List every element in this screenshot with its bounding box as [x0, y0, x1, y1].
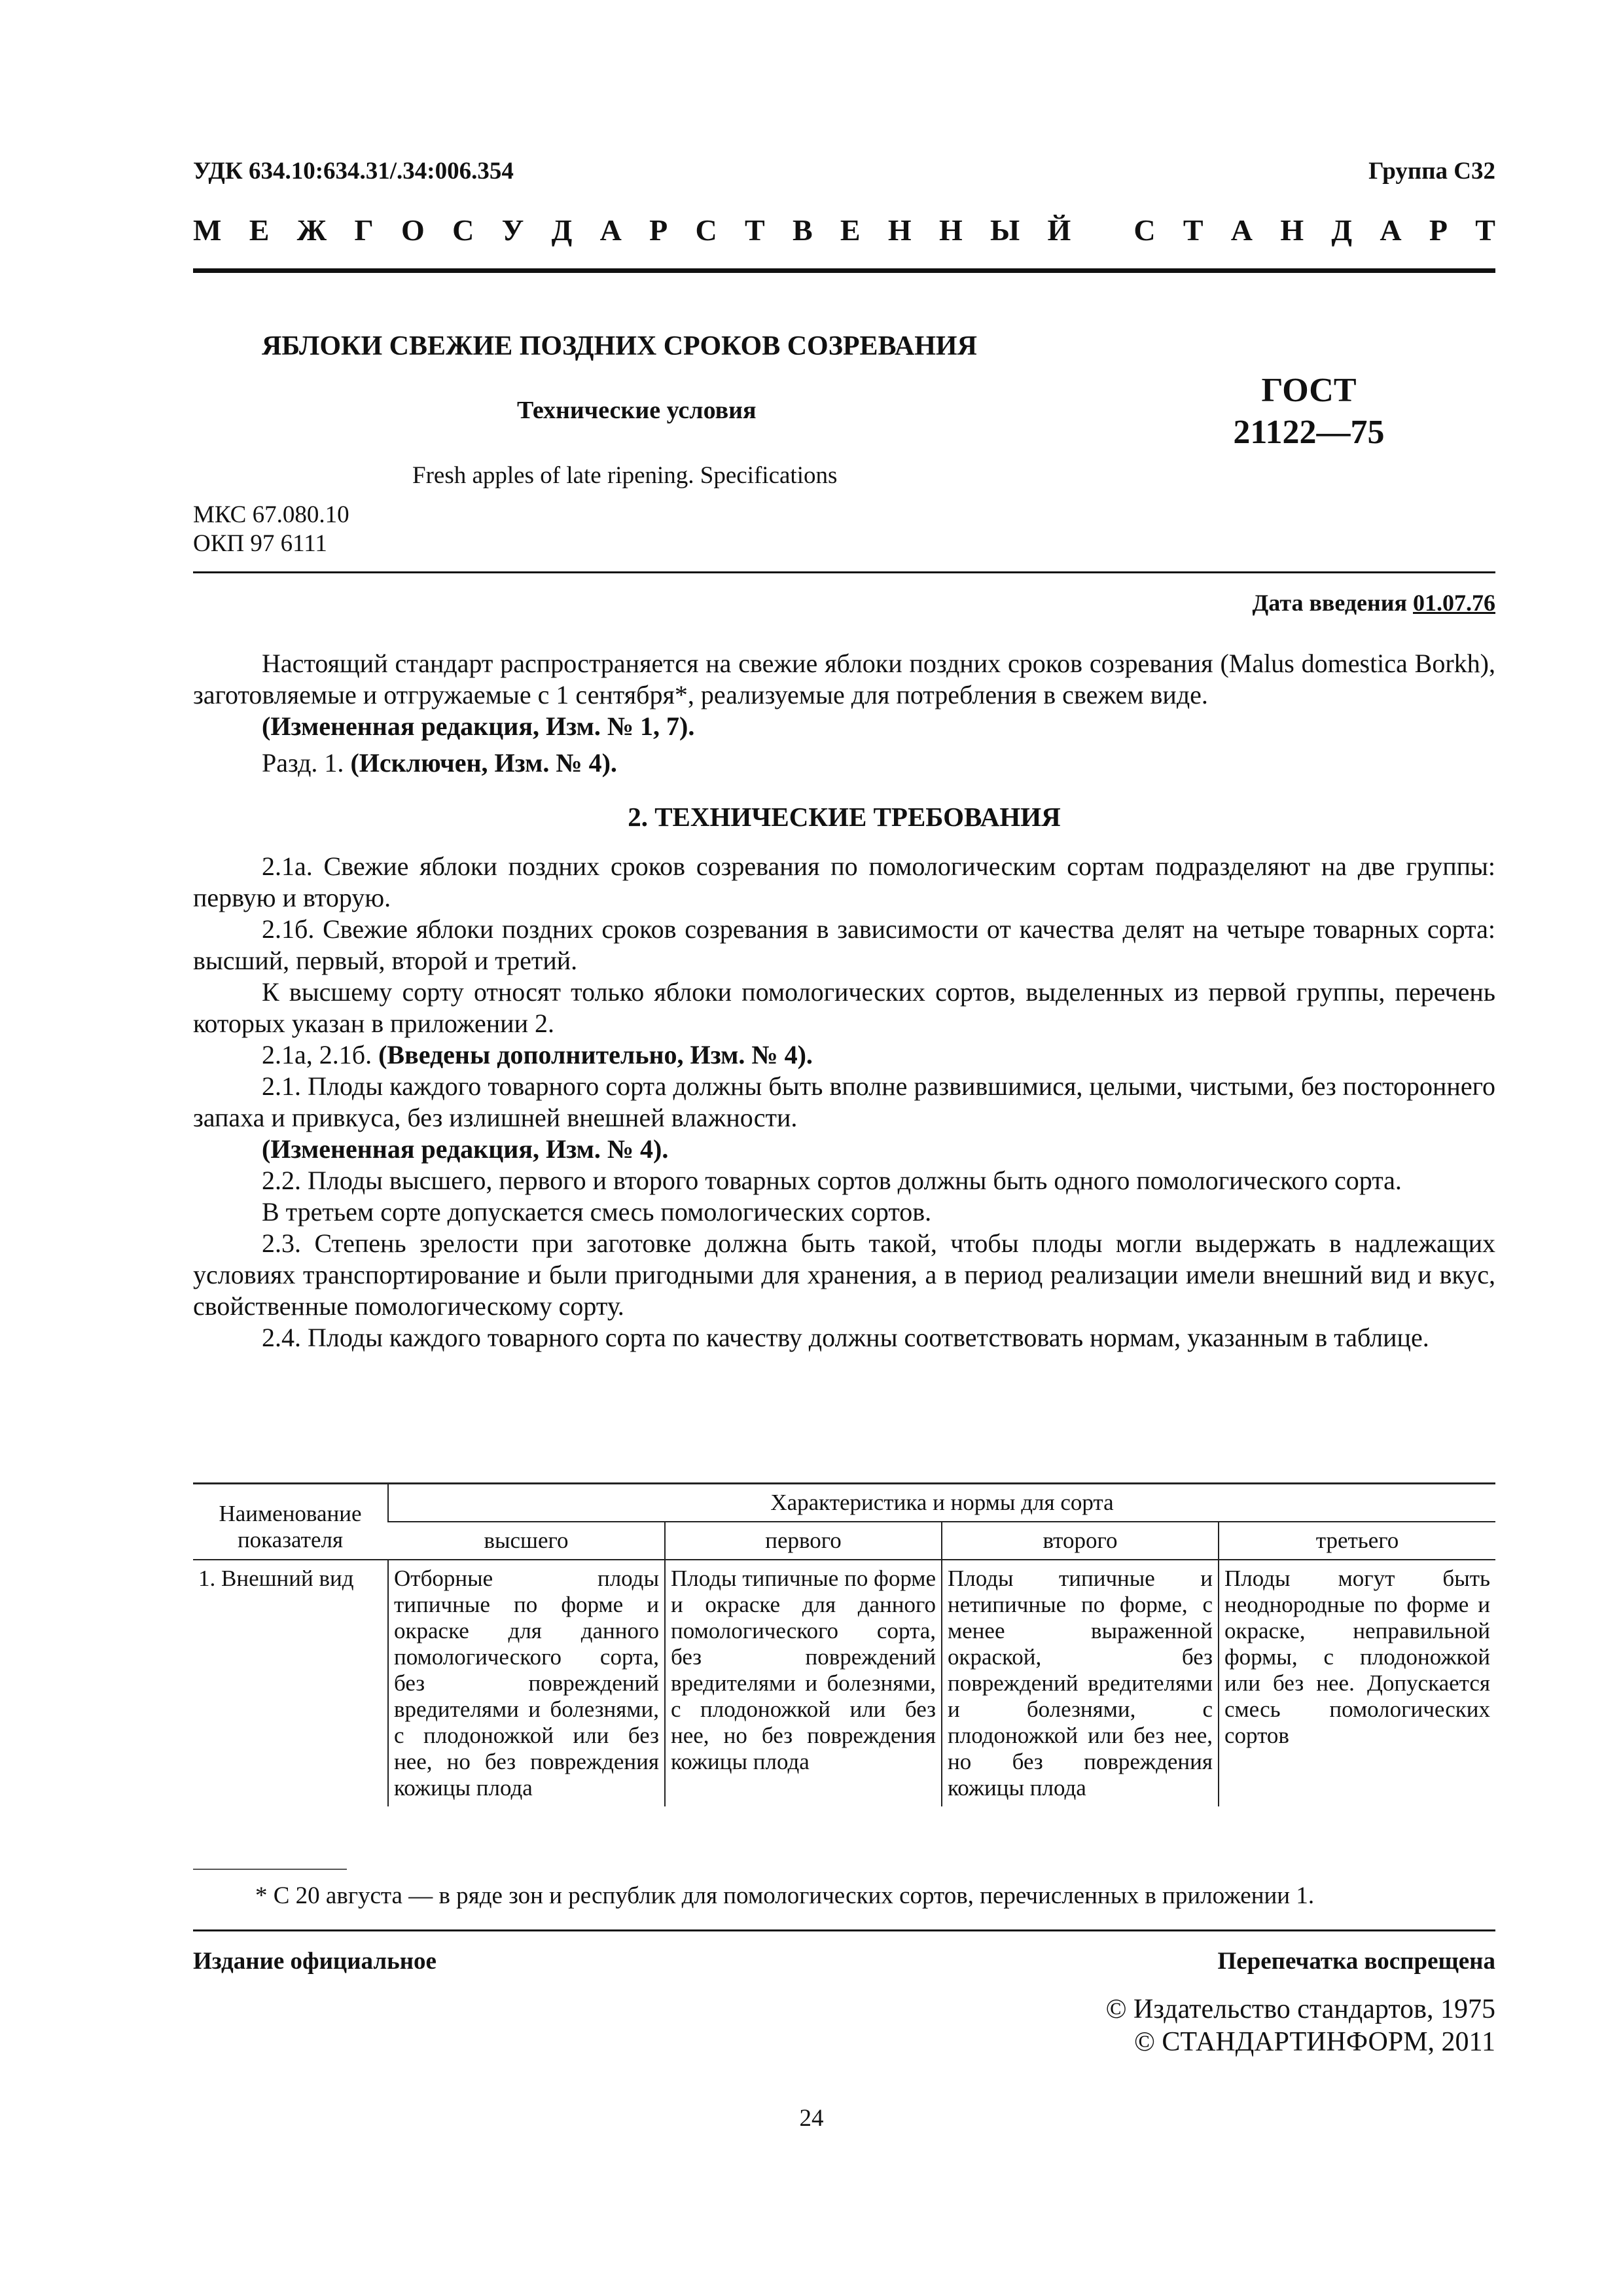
column-header-grade: второго — [942, 1522, 1219, 1560]
date-label: Дата введения — [1252, 590, 1413, 616]
heading-letter: О — [401, 213, 425, 247]
razd-prefix: Разд. 1. — [262, 748, 351, 778]
document-subtitle: Технические условия — [517, 397, 757, 424]
header-row — [193, 157, 1495, 185]
intro-change-note: (Измененная редакция, Изм. № 1, 7). — [262, 711, 695, 741]
heading-letter: В — [792, 213, 813, 247]
copyright-block — [1106, 1993, 1495, 2058]
table-row — [193, 1560, 1495, 1806]
column-header-grade: высшего — [388, 1522, 665, 1560]
okp-code: ОКП 97 6111 — [193, 530, 327, 557]
table-cell: Плоды типичные и нетипичные по форме, с менее выраженной окраской, без повреждений вредителями и болезнями, с плодоножкой или без нее, но без повреждения кожицы плода — [942, 1560, 1219, 1806]
heading-letter: С — [452, 213, 474, 247]
paragraph-2-1: 2.1. Плоды каждого товарного сорта должны быть вполне развившимися, целыми, чистыми, без постороннего запаха и привкуса, без излишней внешней влажности. — [193, 1071, 1495, 1132]
heading-gap — [1099, 213, 1107, 247]
paragraph-added-note — [193, 1039, 1495, 1071]
column-header-grade: первого — [665, 1522, 942, 1560]
table-cell: Плоды типичные по форме и окраске для данного помологического сорта, без повреждений вредителями и болезнями, с плодоножкой или без нее, но без повреждения кожицы плода — [665, 1560, 942, 1806]
paragraph-2-1-change: (Измененная редакция, Изм. № 4). — [262, 1134, 669, 1164]
heading-letter: Г — [354, 213, 374, 247]
page-number: 24 — [799, 2105, 824, 2132]
footnote: * С 20 августа — в ряде зон и республик для помологических сортов, перечисленных в приложении 1. — [255, 1882, 1315, 1909]
column-header-indicator: Наименование показателя — [193, 1484, 388, 1560]
paragraph-2-3: 2.3. Степень зрелости при заготовке должна быть такой, чтобы плоды могли выдержать в надлежащих условиях транспортирование и были пригодными для хранения, а в период реализации имели внешний вид и вкус, свойственные помологическому сорту. — [193, 1229, 1495, 1321]
section1-note — [193, 747, 1495, 779]
quality-norms-table — [193, 1482, 1495, 1806]
udk-code: УДК 634.10:634.31/.34:006.354 — [193, 158, 514, 185]
paragraph-2-1b: 2.1б. Свежие яблоки поздних сроков созревания в зависимости от качества делят на четыре товарных сорта: высший, первый, второй и третий. — [193, 914, 1495, 975]
heading-letter: Н — [1280, 213, 1304, 247]
heading-letter: А — [1230, 213, 1253, 247]
gost-number: 21122—75 — [1233, 414, 1385, 451]
paragraph-2-2: 2.2. Плоды высшего, первого и второго товарных сортов должны быть одного помологического сорта. — [262, 1166, 1402, 1195]
official-edition-label: Издание официальное — [193, 1948, 437, 1975]
mks-code: МКС 67.080.10 — [193, 501, 349, 528]
heading-letter: Е — [249, 213, 270, 247]
header-rule — [193, 268, 1495, 273]
body-text — [193, 648, 1495, 1354]
interstate-standard-heading — [193, 213, 1495, 247]
gost-designation — [1211, 370, 1407, 454]
heading-letter: У — [501, 213, 524, 247]
footer-rule — [193, 1929, 1495, 1931]
added-prefix: 2.1а, 2.1б. — [262, 1040, 379, 1069]
reprint-prohibited-label: Перепечатка воспрещена — [1217, 1948, 1495, 1975]
title-rule — [193, 571, 1495, 573]
document-title: ЯБЛОКИ СВЕЖИЕ ПОЗДНИХ СРОКОВ СОЗРЕВАНИЯ — [262, 331, 977, 361]
paragraph-top-grade: К высшему сорту относят только яблоки помологических сортов, выделенных из первой группы, перечень которых указан в приложении 2. — [193, 977, 1495, 1038]
table-cell: Отборные плоды типичные по форме и окраске для данного помологического сорта, без повреждений вредителями и болезнями, с плодоножкой или без нее, но без повреждения кожицы плода — [388, 1560, 665, 1806]
section-2-heading: 2. ТЕХНИЧЕСКИЕ ТРЕБОВАНИЯ — [628, 802, 1061, 832]
table-cell: Плоды могут быть неоднородные по форме и окраске, неправильной формы, с плодоножкой или без нее. Допускается смесь помологических сортов — [1219, 1560, 1495, 1806]
effective-date — [1253, 589, 1496, 617]
heading-letter: Ж — [296, 213, 327, 247]
date-value: 01.07.76 — [1413, 590, 1495, 616]
table-cell-indicator: 1. Внешний вид — [193, 1560, 388, 1806]
heading-letter: С — [695, 213, 717, 247]
heading-letter: Ы — [990, 213, 1020, 247]
column-header-group: Характеристика и нормы для сорта — [388, 1484, 1495, 1522]
heading-letter: С — [1133, 213, 1156, 247]
heading-letter: Е — [840, 213, 861, 247]
heading-letter: Р — [649, 213, 668, 247]
heading-letter: Т — [1475, 213, 1495, 247]
heading-letter: Т — [1183, 213, 1204, 247]
heading-letter: Т — [744, 213, 765, 247]
paragraph-2-1a: 2.1а. Свежие яблоки поздних сроков созревания по помологическим сортам подразделяют на две группы: первую и вторую. — [193, 852, 1495, 912]
heading-letter: Н — [887, 213, 912, 247]
heading-letter: А — [599, 213, 622, 247]
heading-letter: Д — [551, 213, 573, 247]
copyright-line: © СТАНДАРТИНФОРМ, 2011 — [1134, 2027, 1495, 2057]
paragraph-2-4: 2.4. Плоды каждого товарного сорта по качеству должны соответствовать нормам, указанным в таблице. — [262, 1323, 1429, 1352]
heading-letter: М — [193, 213, 222, 247]
intro-paragraph: Настоящий стандарт распространяется на свежие яблоки поздних сроков созревания (Malus domestica Borkh), заготовляемые и отгружаемые с 1 сентября*, реализуемые для потребления в свежем виде. — [193, 649, 1495, 709]
gost-label: ГОСТ — [1261, 372, 1357, 409]
heading-letter: Р — [1429, 213, 1448, 247]
heading-letter: Н — [938, 213, 963, 247]
heading-letter: Д — [1331, 213, 1353, 247]
group-code: Группа С32 — [1368, 158, 1495, 185]
classification-codes — [193, 501, 349, 558]
paragraph-2-2b: В третьем сорте допускается смесь помологических сортов. — [262, 1197, 932, 1227]
heading-letter: А — [1380, 213, 1402, 247]
column-header-grade: третьего — [1219, 1522, 1495, 1560]
heading-letter: Й — [1047, 213, 1071, 247]
copyright-line: © Издательство стандартов, 1975 — [1105, 1994, 1495, 2024]
added-bold: (Введены дополнительно, Изм. № 4). — [378, 1040, 813, 1069]
razd-excluded: (Исключен, Изм. № 4). — [350, 748, 617, 778]
english-title: Fresh apples of late ripening. Specifications — [412, 462, 838, 489]
footnote-separator — [193, 1869, 347, 1870]
